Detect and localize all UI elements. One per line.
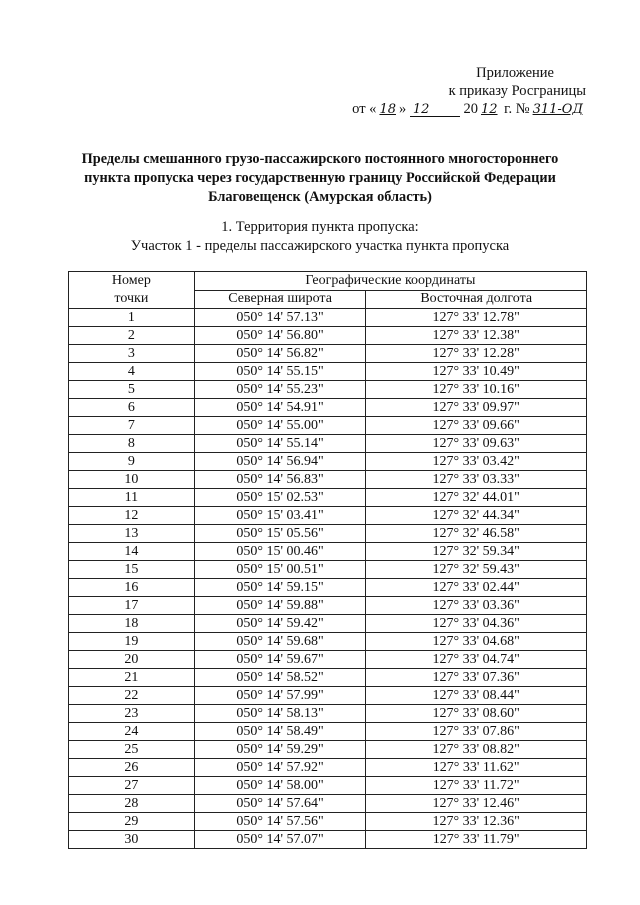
table-row — [69, 597, 587, 615]
table-row — [69, 795, 587, 813]
latitude-cell: 050° 14' 59.88" — [194, 597, 366, 615]
longitude-cell: 127° 33' 11.72" — [366, 777, 587, 795]
latitude-cell: 050° 14' 59.42" — [194, 615, 366, 633]
latitude-cell: 050° 14' 58.49" — [194, 723, 366, 741]
longitude-cell: 127° 33' 03.36" — [366, 597, 587, 615]
longitude-cell: 127° 33' 08.44" — [366, 687, 587, 705]
point-number-cell: 28 — [69, 795, 195, 813]
longitude-cell: 127° 33' 10.16" — [366, 381, 587, 399]
handwritten-year: 12 — [480, 102, 498, 117]
table-row — [69, 561, 587, 579]
number-prefix: г. № — [504, 101, 530, 117]
latitude-cell: 050° 14' 55.15" — [194, 363, 366, 381]
longitude-cell: 127° 33' 11.79" — [366, 831, 587, 849]
latitude-cell: 050° 14' 58.52" — [194, 669, 366, 687]
point-number-cell: 11 — [69, 489, 195, 507]
point-number-cell: 4 — [69, 363, 195, 381]
point-number-cell: 10 — [69, 471, 195, 489]
longitude-cell: 127° 33' 04.74" — [366, 651, 587, 669]
section-title: 1. Территория пункта пропуска: — [221, 219, 419, 235]
latitude-cell: 050° 14' 56.82" — [194, 345, 366, 363]
table-row — [69, 687, 587, 705]
longitude-cell: 127° 32' 59.43" — [366, 561, 587, 579]
latitude-cell: 050° 15' 00.46" — [194, 543, 366, 561]
table-body — [69, 309, 587, 849]
table-row — [69, 309, 587, 327]
point-number-cell: 13 — [69, 525, 195, 543]
point-number-cell: 15 — [69, 561, 195, 579]
table-header — [69, 272, 587, 309]
longitude-cell: 127° 33' 12.46" — [366, 795, 587, 813]
longitude-cell: 127° 33' 12.38" — [366, 327, 587, 345]
point-number-cell: 8 — [69, 435, 195, 453]
title-line: Пределы смешанного грузо-пассажирского постоянного многостороннего — [81, 151, 559, 167]
longitude-cell: 127° 33' 09.66" — [366, 417, 587, 435]
point-number-cell: 5 — [69, 381, 195, 399]
table-row — [69, 759, 587, 777]
point-number-cell: 23 — [69, 705, 195, 723]
table-row — [69, 399, 587, 417]
appendix-label: Приложение — [476, 65, 554, 81]
point-number-cell: 14 — [69, 543, 195, 561]
longitude-cell: 127° 33' 03.33" — [366, 471, 587, 489]
longitude-cell: 127° 33' 10.49" — [366, 363, 587, 381]
table-row — [69, 507, 587, 525]
point-number-cell: 2 — [69, 327, 195, 345]
longitude-cell: 127° 33' 08.60" — [366, 705, 587, 723]
longitude-cell: 127° 32' 46.58" — [366, 525, 587, 543]
point-number-cell: 19 — [69, 633, 195, 651]
date-mid: » — [398, 101, 407, 117]
point-number-cell: 1 — [69, 309, 195, 327]
table-row — [69, 363, 587, 381]
longitude-cell: 127° 33' 12.28" — [366, 345, 587, 363]
header-point-number-line1: Номер — [111, 273, 151, 288]
longitude-cell: 127° 32' 44.01" — [366, 489, 587, 507]
longitude-cell: 127° 32' 44.34" — [366, 507, 587, 525]
latitude-cell: 050° 14' 56.83" — [194, 471, 366, 489]
point-number-cell: 16 — [69, 579, 195, 597]
longitude-cell: 127° 33' 08.82" — [366, 741, 587, 759]
table-row — [69, 579, 587, 597]
date-prefix: от « — [352, 101, 377, 117]
point-number-cell: 17 — [69, 597, 195, 615]
table-row — [69, 615, 587, 633]
longitude-cell: 127° 33' 11.62" — [366, 759, 587, 777]
order-reference: к приказу Росграницы — [448, 83, 586, 99]
table-row — [69, 471, 587, 489]
table-row — [69, 435, 587, 453]
point-number-cell: 26 — [69, 759, 195, 777]
point-number-cell: 6 — [69, 399, 195, 417]
longitude-cell: 127° 33' 03.42" — [366, 453, 587, 471]
handwritten-month: 12 — [410, 103, 460, 117]
header-point-number-line2: точки — [114, 291, 149, 306]
table-row — [69, 345, 587, 363]
latitude-cell: 050° 14' 59.67" — [194, 651, 366, 669]
point-number-cell: 30 — [69, 831, 195, 849]
table-row — [69, 723, 587, 741]
latitude-cell: 050° 14' 56.94" — [194, 453, 366, 471]
header-point-number — [69, 272, 195, 309]
latitude-cell: 050° 14' 55.00" — [194, 417, 366, 435]
header-geo-coordinates: Географические координаты — [194, 272, 586, 291]
latitude-cell: 050° 14' 59.15" — [194, 579, 366, 597]
latitude-cell: 050° 15' 00.51" — [194, 561, 366, 579]
longitude-cell: 127° 33' 04.36" — [366, 615, 587, 633]
latitude-cell: 050° 14' 58.00" — [194, 777, 366, 795]
longitude-cell: 127° 33' 12.78" — [366, 309, 587, 327]
coordinates-table — [68, 271, 587, 849]
table-row — [69, 525, 587, 543]
table-row — [69, 417, 587, 435]
longitude-cell: 127° 33' 09.97" — [366, 399, 587, 417]
latitude-cell: 050° 15' 05.56" — [194, 525, 366, 543]
latitude-cell: 050° 14' 57.92" — [194, 759, 366, 777]
section-heading — [40, 218, 600, 256]
latitude-cell: 050° 14' 55.23" — [194, 381, 366, 399]
table-row — [69, 633, 587, 651]
point-number-cell: 20 — [69, 651, 195, 669]
point-number-cell: 27 — [69, 777, 195, 795]
longitude-cell: 127° 33' 07.86" — [366, 723, 587, 741]
table-row — [69, 669, 587, 687]
point-number-cell: 18 — [69, 615, 195, 633]
latitude-cell: 050° 14' 57.99" — [194, 687, 366, 705]
title-line: Благовещенск (Амурская область) — [208, 189, 432, 205]
latitude-cell: 050° 15' 03.41" — [194, 507, 366, 525]
latitude-cell: 050° 14' 59.29" — [194, 741, 366, 759]
table-row — [69, 651, 587, 669]
table-row — [69, 705, 587, 723]
year-prefix: 20 — [463, 101, 478, 117]
point-number-cell: 24 — [69, 723, 195, 741]
longitude-cell: 127° 33' 09.63" — [366, 435, 587, 453]
point-number-cell: 7 — [69, 417, 195, 435]
latitude-cell: 050° 14' 59.68" — [194, 633, 366, 651]
table-row — [69, 381, 587, 399]
latitude-cell: 050° 14' 57.64" — [194, 795, 366, 813]
point-number-cell: 9 — [69, 453, 195, 471]
handwritten-day: 18 — [379, 102, 396, 117]
latitude-cell: 050° 14' 54.91" — [194, 399, 366, 417]
document-title — [40, 150, 600, 207]
table-row — [69, 543, 587, 561]
point-number-cell: 29 — [69, 813, 195, 831]
latitude-cell: 050° 14' 58.13" — [194, 705, 366, 723]
point-number-cell: 3 — [69, 345, 195, 363]
latitude-cell: 050° 14' 55.14" — [194, 435, 366, 453]
point-number-cell: 25 — [69, 741, 195, 759]
header-latitude: Северная широта — [194, 290, 366, 309]
longitude-cell: 127° 33' 07.36" — [366, 669, 587, 687]
table-row — [69, 453, 587, 471]
header-longitude: Восточная долгота — [366, 290, 587, 309]
title-line: пункта пропуска через государственную границу Российской Федерации — [84, 170, 556, 186]
table-row — [69, 489, 587, 507]
table-row — [69, 831, 587, 849]
table-row — [69, 741, 587, 759]
point-number-cell: 21 — [69, 669, 195, 687]
point-number-cell: 12 — [69, 507, 195, 525]
order-date-line — [352, 100, 586, 119]
point-number-cell: 22 — [69, 687, 195, 705]
longitude-cell: 127° 33' 02.44" — [366, 579, 587, 597]
appendix-header — [352, 64, 586, 119]
longitude-cell: 127° 33' 04.68" — [366, 633, 587, 651]
longitude-cell: 127° 33' 12.36" — [366, 813, 587, 831]
latitude-cell: 050° 14' 57.13" — [194, 309, 366, 327]
handwritten-order-number: 311-ОД — [532, 102, 583, 117]
table-row — [69, 777, 587, 795]
table-row — [69, 327, 587, 345]
latitude-cell: 050° 14' 57.56" — [194, 813, 366, 831]
longitude-cell: 127° 32' 59.34" — [366, 543, 587, 561]
latitude-cell: 050° 14' 57.07" — [194, 831, 366, 849]
subsection-title: Участок 1 - пределы пассажирского участка пункта пропуска — [130, 238, 510, 254]
latitude-cell: 050° 15' 02.53" — [194, 489, 366, 507]
table-row — [69, 813, 587, 831]
latitude-cell: 050° 14' 56.80" — [194, 327, 366, 345]
